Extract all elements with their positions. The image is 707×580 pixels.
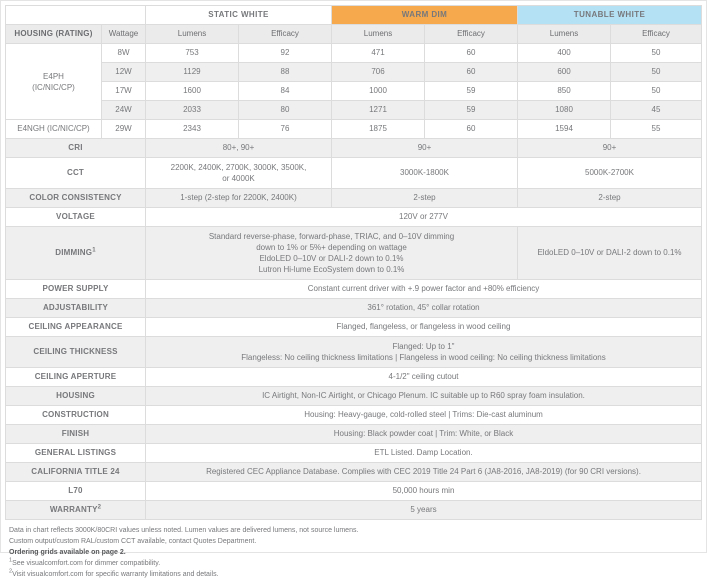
spec-label-ceiling-appearance: CEILING APPEARANCE (6, 318, 146, 337)
group-header-tunable-white: TUNABLE WHITE (518, 6, 702, 25)
footnote-ordering-grids: Ordering grids available on page 2. (9, 549, 126, 556)
footnote-warranty-details: $^2$Visit visualcomfort.com for specific warranty limitations and details. (9, 568, 219, 578)
l70-value: 50,000 hours min (146, 482, 702, 501)
spec-row-housing (6, 387, 702, 406)
voltage-value: 120V or 277V (146, 208, 702, 227)
wd-efficacy-cell: 60 (425, 63, 518, 82)
group-header-row (6, 6, 702, 25)
spec-row-cct (6, 158, 702, 189)
sw-efficacy-cell: 88 (239, 63, 332, 82)
sw-efficacy-header: Efficacy (239, 25, 332, 44)
sw-lumens-cell: 1129 (146, 63, 239, 82)
spec-row-general-listings (6, 444, 702, 463)
tw-efficacy-cell: 55 (611, 120, 702, 139)
spec-label-color-consistency: COLOR CONSISTENCY (6, 189, 146, 208)
group-header-static-white: STATIC WHITE (146, 6, 332, 25)
spec-sheet-table (5, 5, 702, 520)
wd-efficacy-cell: 60 (425, 44, 518, 63)
spec-label-cri: CRI (6, 139, 146, 158)
construction-value: Housing: Heavy-gauge, cold-rolled steel | Trims: Die-cast aluminum (146, 406, 702, 425)
color-consistency-static-white: 1-step (2-step for 2200K, 2400K) (146, 189, 332, 208)
dimming-static-warm: Standard reverse-phase, forward-phase, TRIAC, and 0–10V dimming down to 1% or 5%+ depending on wattage EldoLED 0–10V or DALI-2 down to 0.1% Lutron Hi-lume EcoSystem down to 0.1% (146, 227, 518, 280)
tw-lumens-cell: 1080 (518, 101, 611, 120)
table-row-17w (6, 82, 702, 101)
spec-row-voltage (6, 208, 702, 227)
tw-efficacy-cell: 45 (611, 101, 702, 120)
sw-efficacy-cell: 92 (239, 44, 332, 63)
spec-row-color-consistency (6, 189, 702, 208)
spec-label-general-listings: GENERAL LISTINGS (6, 444, 146, 463)
table-row-24w (6, 101, 702, 120)
tw-efficacy-header: Efficacy (611, 25, 702, 44)
tw-lumens-cell: 600 (518, 63, 611, 82)
spec-label-finish: FINISH (6, 425, 146, 444)
spec-label-cct: CCT (6, 158, 146, 189)
housing-group-e4ngh: E4NGH (IC/NIC/CP) (6, 120, 102, 139)
wd-lumens-cell: 1000 (332, 82, 425, 101)
table-row-29w (6, 120, 702, 139)
power-supply-value: Constant current driver with +.9 power factor and +80% efficiency (146, 280, 702, 299)
spec-label-l70: L70 (6, 482, 146, 501)
tw-efficacy-cell: 50 (611, 44, 702, 63)
spec-label-california-title-24: CALIFORNIA TITLE 24 (6, 463, 146, 482)
tw-lumens-cell: 850 (518, 82, 611, 101)
footnote-dimmer-compatibility: $^1$See visualcomfort.com for dimmer compatibility. (9, 557, 161, 567)
group-header-spacer (6, 6, 146, 25)
spec-row-warranty (6, 501, 702, 520)
color-consistency-warm-dim: 2-step (332, 189, 518, 208)
spec-label-ceiling-aperture: CEILING APERTURE (6, 368, 146, 387)
spec-row-construction (6, 406, 702, 425)
wd-lumens-cell: 471 (332, 44, 425, 63)
wd-lumens-cell: 706 (332, 63, 425, 82)
spec-row-cri (6, 139, 702, 158)
spec-label-ceiling-thickness: CEILING THICKNESS (6, 337, 146, 368)
ceiling-appearance-value: Flanged, flangeless, or flangeless in wood ceiling (146, 318, 702, 337)
housing-value: IC Airtight, Non-IC Airtight, or Chicago Plenum. IC suitable up to R60 spray foam insulation. (146, 387, 702, 406)
wd-lumens-cell: 1875 (332, 120, 425, 139)
spec-label-power-supply: POWER SUPPLY (6, 280, 146, 299)
cct-static-white: 2200K, 2400K, 2700K, 3000K, 3500K, or 4000K (146, 158, 332, 189)
ceiling-aperture-value: 4-1/2" ceiling cutout (146, 368, 702, 387)
sw-lumens-cell: 753 (146, 44, 239, 63)
california-title-24-value: Registered CEC Appliance Database. Complies with CEC 2019 Title 24 Part 6 (JA8-2016, JA8-2019) (for 90 CRI versions). (146, 463, 702, 482)
column-header-row (6, 25, 702, 44)
wd-efficacy-cell: 60 (425, 120, 518, 139)
sw-lumens-cell: 2033 (146, 101, 239, 120)
group-header-warm-dim: WARM DIM (332, 6, 518, 25)
cct-tunable-white: 5000K-2700K (518, 158, 702, 189)
footnotes (5, 520, 702, 580)
spec-row-california-title-24 (6, 463, 702, 482)
dimming-tunable-white: EldoLED 0–10V or DALI-2 down to 0.1% (518, 227, 702, 280)
footnote-data-disclaimer: Data in chart reflects 3000K/80CRI values unless noted. Lumen values are delivered lumens, not source lumens. (9, 527, 359, 534)
spec-row-l70 (6, 482, 702, 501)
cri-tunable-white: 90+ (518, 139, 702, 158)
tw-lumens-cell: 400 (518, 44, 611, 63)
spec-row-ceiling-aperture (6, 368, 702, 387)
table-row-8w (6, 44, 702, 63)
wd-efficacy-header: Efficacy (425, 25, 518, 44)
tw-lumens-header: Lumens (518, 25, 611, 44)
table-row-12w (6, 63, 702, 82)
sw-lumens-header: Lumens (146, 25, 239, 44)
ceiling-thickness-value: Flanged: Up to 1" Flangeless: No ceiling thickness limitations | Flangeless in wood ceiling: No ceiling thickness limitations (146, 337, 702, 368)
spec-label-housing: HOUSING (6, 387, 146, 406)
wattage-cell: 8W (102, 44, 146, 63)
adjustability-value: 361° rotation, 45° collar rotation (146, 299, 702, 318)
housing-group-e4ph: E4PH (IC/NIC/CP) (6, 44, 102, 120)
spec-label-construction: CONSTRUCTION (6, 406, 146, 425)
spec-row-dimming (6, 227, 702, 280)
spec-row-power-supply (6, 280, 702, 299)
wattage-header: Wattage (102, 25, 146, 44)
wattage-cell: 24W (102, 101, 146, 120)
wd-lumens-header: Lumens (332, 25, 425, 44)
wattage-cell: 17W (102, 82, 146, 101)
spec-label-voltage: VOLTAGE (6, 208, 146, 227)
cct-warm-dim: 3000K-1800K (332, 158, 518, 189)
tw-lumens-cell: 1594 (518, 120, 611, 139)
cri-warm-dim: 90+ (332, 139, 518, 158)
warranty-value: 5 years (146, 501, 702, 520)
wd-efficacy-cell: 59 (425, 101, 518, 120)
sw-efficacy-cell: 84 (239, 82, 332, 101)
wd-lumens-cell: 1271 (332, 101, 425, 120)
spec-label-warranty: WARRANTY$^2$ (6, 501, 146, 520)
footnote-custom-options: Custom output/custom RAL/custom CCT available, contact Quotes Department. (9, 538, 257, 545)
cri-static-white: 80+, 90+ (146, 139, 332, 158)
spec-label-adjustability: ADJUSTABILITY (6, 299, 146, 318)
finish-value: Housing: Black powder coat | Trim: White, or Black (146, 425, 702, 444)
spec-row-finish (6, 425, 702, 444)
general-listings-value: ETL Listed. Damp Location. (146, 444, 702, 463)
tw-efficacy-cell: 50 (611, 63, 702, 82)
sw-efficacy-cell: 76 (239, 120, 332, 139)
wattage-cell: 29W (102, 120, 146, 139)
wattage-cell: 12W (102, 63, 146, 82)
spec-row-ceiling-thickness (6, 337, 702, 368)
sw-lumens-cell: 1600 (146, 82, 239, 101)
spec-row-adjustability (6, 299, 702, 318)
sw-lumens-cell: 2343 (146, 120, 239, 139)
spec-row-ceiling-appearance (6, 318, 702, 337)
spec-label-dimming: DIMMING$^1$ (6, 227, 146, 280)
sw-efficacy-cell: 80 (239, 101, 332, 120)
tw-efficacy-cell: 50 (611, 82, 702, 101)
wd-efficacy-cell: 59 (425, 82, 518, 101)
color-consistency-tunable-white: 2-step (518, 189, 702, 208)
housing-rating-header: HOUSING (RATING) (6, 25, 102, 44)
